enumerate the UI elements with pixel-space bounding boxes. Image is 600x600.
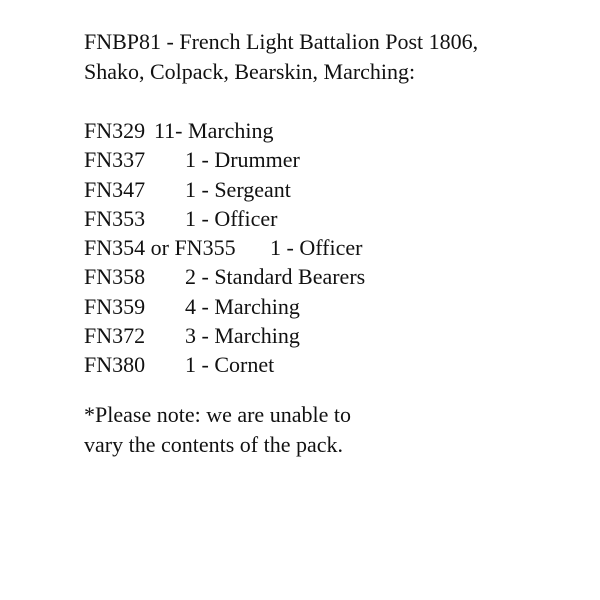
pack-note-line-1: *Please note: we are unable to — [84, 402, 351, 427]
figure-quantity: 3 - Marching — [185, 323, 300, 349]
figure-code: FN358 — [84, 264, 146, 290]
pack-title-line-2: Shako, Colpack, Bearskin, Marching: — [84, 59, 416, 84]
figure-quantity: 2 - Standard Bearers — [185, 264, 366, 290]
figure-code: FN337 — [84, 147, 146, 173]
figure-code: FN329 — [84, 118, 146, 143]
pack-note — [84, 400, 524, 460]
figure-code: FN372 — [84, 323, 146, 349]
figure-code: FN380 — [84, 352, 146, 378]
figure-code: FN347 — [84, 176, 146, 202]
figure-quantity: 1 - Officer — [185, 205, 278, 231]
figure-quantity: 4 - Marching — [185, 293, 300, 319]
figure-code: FN353 — [84, 205, 146, 231]
figure-quantity: 1 - Sergeant — [185, 176, 291, 202]
figure-code: FN354 or FN355 — [84, 235, 236, 261]
figure-quantity: 1 - Cornet — [185, 352, 275, 378]
figure-quantity: 11- Marching — [154, 118, 274, 143]
figure-quantity: 1 - Officer — [270, 235, 363, 261]
pack-title — [84, 27, 584, 87]
pack-note-line-2: vary the contents of the pack. — [84, 432, 344, 457]
pack-title-line-1: FNBP81 - French Light Battalion Post 1806, — [84, 29, 479, 54]
figure-code: FN359 — [84, 293, 146, 319]
figure-quantity: 1 - Drummer — [185, 147, 300, 173]
